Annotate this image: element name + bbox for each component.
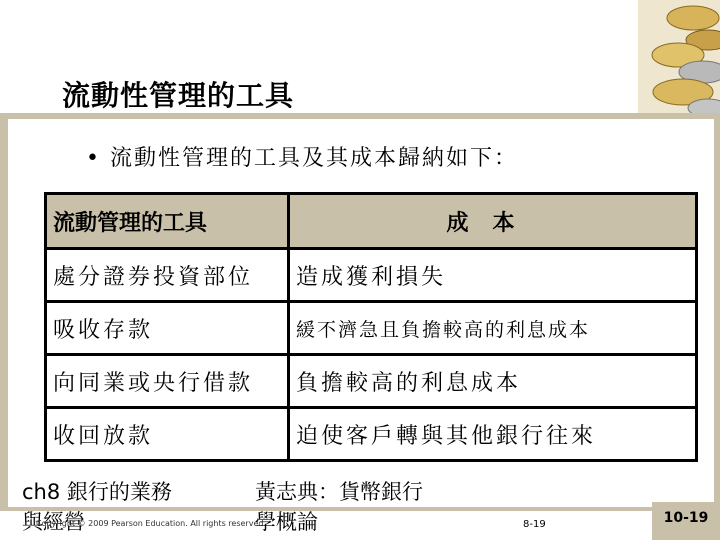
bullet-text: • 流動性管理的工具及其成本歸納如下： — [86, 146, 518, 171]
column-header-cost: 成本 — [289, 194, 697, 249]
tool-cell: 處分證券投資部位 — [46, 249, 289, 302]
slide-footer — [0, 466, 720, 540]
column-header-tool: 流動管理的工具 — [46, 194, 289, 249]
slide-title: 流動性管理的工具 — [62, 79, 295, 112]
liquidity-tools-table — [44, 192, 698, 462]
tool-cell: 收回放款 — [46, 408, 289, 461]
page-number: 8-19 — [523, 519, 546, 530]
content-frame — [0, 113, 720, 511]
tool-cell: 向同業或央行借款 — [46, 355, 289, 408]
cost-cell: 負擔較高的利息成本 — [289, 355, 697, 408]
author-label: 黃志典：貨幣銀行 — [255, 480, 423, 504]
table-row — [46, 408, 697, 461]
slide-number-badge: 10-19 — [652, 502, 720, 540]
tool-cell: 吸收存款 — [46, 302, 289, 355]
chapter-label: ch8 銀行的業務 — [22, 480, 172, 504]
copyright-text: Copyright © 2009 Pearson Education. All rights reserved. — [36, 519, 266, 528]
table-row — [46, 302, 697, 355]
cost-cell: 緩不濟急且負擔較高的利息成本 — [289, 302, 697, 355]
table-row — [46, 355, 697, 408]
cost-cell: 造成獲利損失 — [289, 249, 697, 302]
coin-stack-image — [638, 0, 720, 120]
author-label-line2: 學概論 — [255, 510, 318, 534]
cost-cell: 迫使客戶轉與其他銀行往來 — [289, 408, 697, 461]
chapter-label-line2: 與經營 — [22, 510, 85, 534]
table-header-row — [46, 194, 697, 249]
content-area — [8, 119, 714, 507]
table-row — [46, 249, 697, 302]
